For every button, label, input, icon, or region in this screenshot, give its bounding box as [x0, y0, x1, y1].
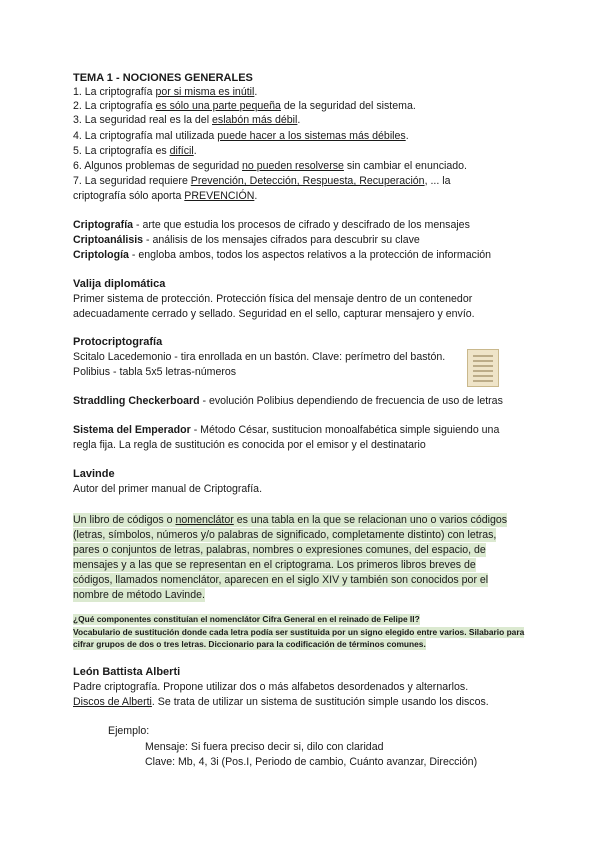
heading-valija: Valija diplomática — [73, 278, 166, 290]
answer-line: Vocabulario de sustitución donde cada letra podía ser sustituida por un signo elegido entre varios. Silabario para — [73, 627, 525, 637]
list-item: 6. Algunos problemas de seguridad no pueden resolverse sin cambiar el enunciado. — [73, 160, 467, 172]
highlighted-line: códigos, llamados nomenclátor, aparecen en el siglo XIV y también son conocidos por el — [73, 574, 489, 586]
paragraph-line: Discos de Alberti. Se trata de utilizar un sistema de sustitución simple usando los discos. — [73, 696, 489, 708]
list-item: 4. La criptografía mal utilizada puede hacer a los sistemas más débiles. — [73, 130, 409, 142]
paragraph-line: Padre criptografía. Propone utilizar dos o más alfabetos desordenados y alternarlos. — [73, 681, 469, 693]
straddling-checkerboard: Straddling Checkerboard - evolución Polibius dependiendo de frecuencia de uso de letras — [73, 395, 503, 407]
paragraph-line: regla fija. La regla de sustitución es conocida por el emisor y el destinatario — [73, 439, 426, 451]
heading-alberti: León Battista Alberti — [73, 666, 181, 678]
ejemplo-clave: Clave: Mb, 4, 3i (Pos.I, Periodo de cambio, Cuánto avanzar, Dirección) — [145, 756, 478, 768]
ejemplo-mensaje: Mensaje: Si fuera preciso decir si, dilo con claridad — [145, 741, 384, 753]
highlighted-line: (letras, símbolos, números y/o palabras de significado, completamente distinto) con letras, — [73, 529, 497, 541]
question-text: ¿Qué componentes constituían el nomenclátor Cifra General en el reinado de Felipe II? — [73, 614, 420, 624]
definition-criptoanalisis: Criptoanálisis - análisis de los mensajes cifrados para descubrir su clave — [73, 234, 420, 246]
list-item: 2. La criptografía es sólo una parte pequeña de la seguridad del sistema. — [73, 100, 416, 112]
ejemplo-label: Ejemplo: — [108, 725, 150, 737]
answer-line: cifrar grupos de dos o tres letras. Diccionario para la codificación de términos comunes. — [73, 639, 426, 649]
highlighted-line: mensajes y a las que se representan en el criptograma. Los primeros libros breves de — [73, 559, 476, 571]
list-item: 1. La criptografía por si misma es inútil. — [73, 86, 258, 98]
list-item: 3. La seguridad real es la del eslabón más débil. — [73, 114, 301, 126]
highlighted-line: pares o conjuntos de letras, palabras, nombres o expresiones comunes, del espacio, de — [73, 544, 486, 556]
paragraph-line: Polibius - tabla 5x5 letras-números — [73, 366, 237, 378]
heading-lavinde: Lavinde — [73, 468, 115, 480]
paragraph-line: Primer sistema de protección. Protección física del mensaje dentro de un contenedor — [73, 293, 473, 305]
section-title: TEMA 1 - NOCIONES GENERALES — [73, 72, 253, 84]
list-item-continuation: criptografía sólo aporta PREVENCIÓN. — [73, 190, 258, 202]
paragraph-line: Scitalo Lacedemonio - tira enrollada en un bastón. Clave: perímetro del bastón. — [73, 351, 446, 363]
heading-protocriptografia: Protocriptografía — [73, 336, 163, 348]
definition-criptografia: Criptografía - arte que estudia los procesos de cifrado y descifrado de los mensajes — [73, 219, 470, 231]
list-item: 7. La seguridad requiere Prevención, Detección, Respuesta, Recuperación, ... la — [73, 175, 451, 187]
definition-criptologia: Criptología - engloba ambos, todos los aspectos relativos a la protección de información — [73, 249, 492, 261]
polybius-square-image — [467, 349, 499, 387]
list-item: 5. La criptografía es difícil. — [73, 145, 197, 157]
sistema-emperador: Sistema del Emperador - Método César, sustitucion monoalfabética simple siguiendo una — [73, 424, 500, 436]
highlighted-line: Un libro de códigos o nomenclátor es una tabla en la que se relacionan uno o varios códigos — [73, 514, 508, 526]
highlighted-line: nombre de método Lavinde. — [73, 589, 205, 601]
paragraph-line: Autor del primer manual de Criptografía. — [73, 483, 263, 495]
paragraph-line: adecuadamente cerrado y sellado. Seguridad en el sello, capturar mensajero y envío. — [73, 308, 475, 320]
